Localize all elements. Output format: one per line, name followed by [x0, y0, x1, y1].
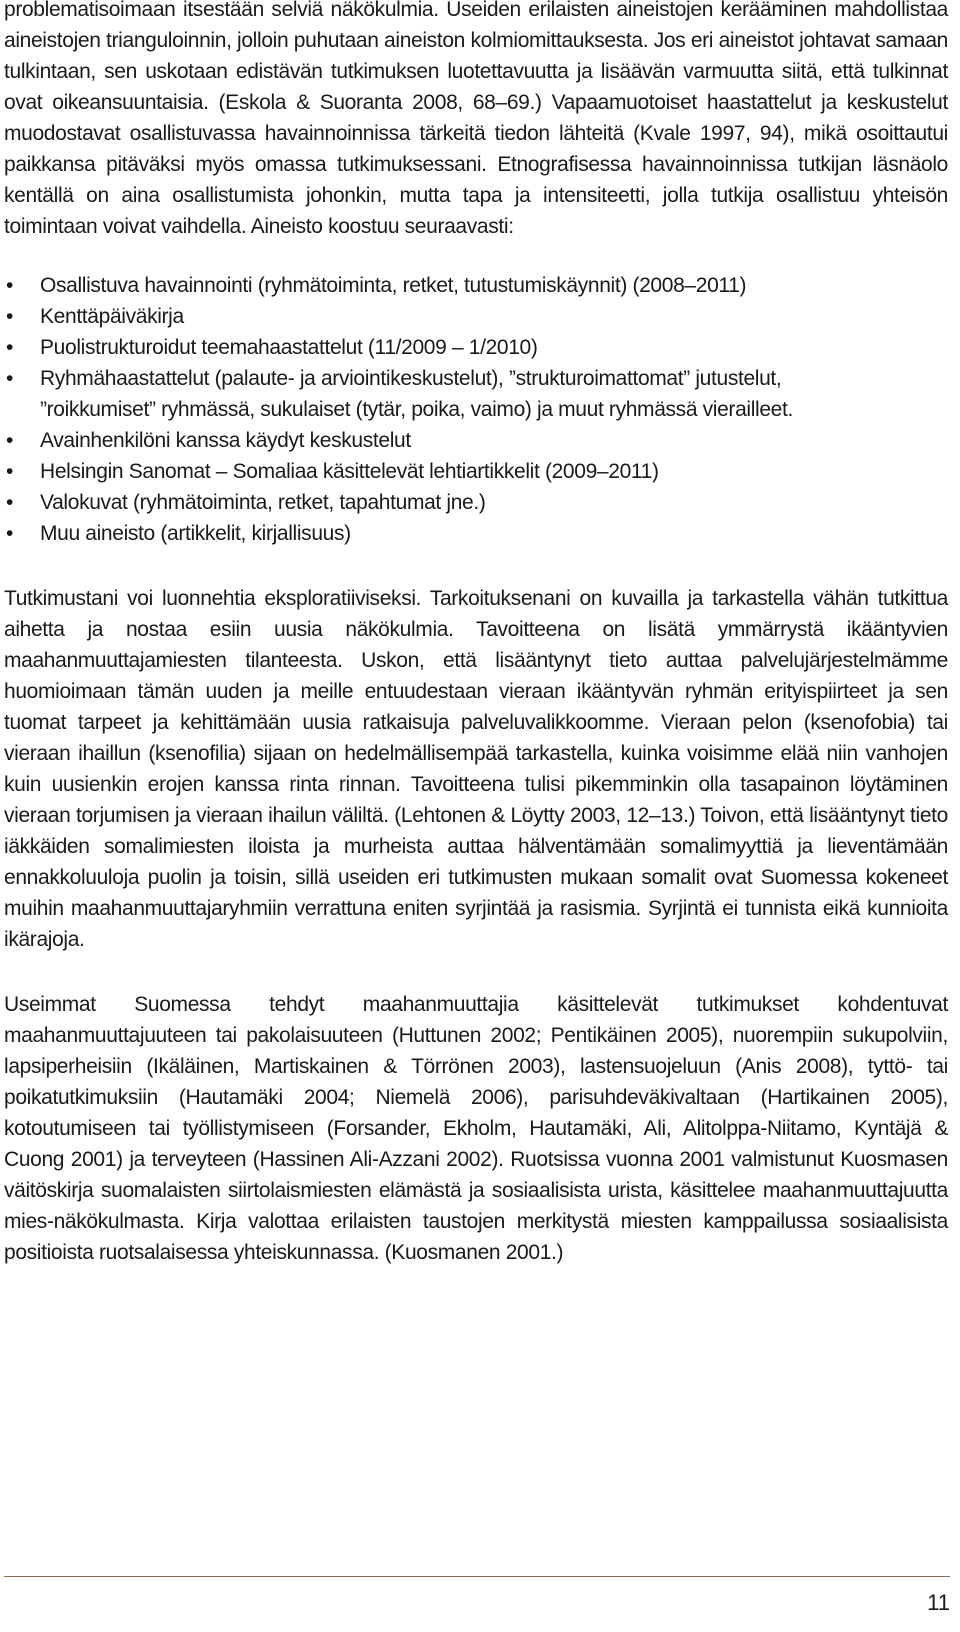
- bullet: •: [6, 336, 14, 359]
- bullet: •: [6, 491, 14, 514]
- list-item-text: Muu aineisto (artikkelit, kirjallisuus): [40, 522, 351, 545]
- spacer: [4, 549, 948, 583]
- list-item-text: Avainhenkilöni kanssa käydyt keskustelut: [40, 429, 411, 452]
- paragraph-data-collection: problematisoimaan itsestään selviä näkökulmia. Useiden erilaisten aineistojen kerääminen mahdollistaa aineistojen trianguloinnin, jolloin puhutaan aineiston kolmiomittauksesta. Jos eri aineistot johtavat samaan tulkintaan, sen uskotaan edistävän tutkimuksen luotettavuutta ja lisäävän varmuutta siitä, että tulkinnat ovat oikeansuuntaisia. (Eskola & Suoranta 2008, 68–69.) Vapaamuotoiset haastattelut ja keskustelut muodostavat osallistuvassa havainnoinnissa tärkeitä tiedon lähteitä (Kvale 1997, 94), mikä osoittautui paikkansa pitäväksi myös omassa tutkimuksessani. Etnografisessa havainnoinnissa tutkijan läsnäolo kentällä on aina osallistumista johonkin, mutta tapa ja intensiteetti, jolla tutkija osallistuu yhteisön toimintaan voivat vaihdella. Aineisto koostuu seuraavasti:: [4, 0, 948, 238]
- bullet: •: [6, 460, 14, 483]
- list-item-text: Ryhmähaastattelut (palaute- ja arviointikeskustelut), ”strukturoimattomat” jutustelut, ”roikkumiset” ryhmässä, sukulaiset (tytär, poika, vaimo) ja muut ryhmässä vierailleet.: [40, 367, 793, 421]
- list-item: [4, 456, 860, 487]
- bullet: •: [6, 305, 14, 328]
- list-item-text: Kenttäpäiväkirja: [40, 305, 184, 328]
- list-item: [4, 332, 860, 363]
- footer-rule: [4, 1576, 950, 1577]
- bullet: •: [6, 367, 14, 390]
- list-item: [4, 518, 860, 549]
- paragraph-previous-research: Useimmat Suomessa tehdyt maahanmuuttajia käsittelevät tutkimukset kohdentuvat maahanmuuttajuuteen tai pakolaisuuteen (Huttunen 2002; Pentikäinen 2005), nuorempiin sukupolviin, lapsiperheisiin (Ikäläinen, Martiskainen & Törrönen 2003), lastensuojeluun (Anis 2008), tyttö- tai poikatutkimuksiin (Hautamäki 2004; Niemelä 2006), parisuhdeväkivaltaan (Hartikainen 2005), kotoutumiseen tai työllistymiseen (Forsander, Ekholm, Hautamäki, Ali, Alitolppa-Niitamo, Kyntäjä & Cuong 2001) ja terveyteen (Hassinen Ali-Azzani 2002). Ruotsissa vuonna 2001 valmistunut Kuosmasen väitöskirja suomalaisten siirtolaismiesten elämästä ja sosiaalisista urista, käsittelee maahanmuuttajuutta mies-näkökulmasta. Kirja valottaa erilaisten taustojen merkitystä miesten kamppailussa sosiaalisista positioista ruotsalaisessa yhteiskunnassa. (Kuosmanen 2001.): [4, 993, 948, 1264]
- page-number: 11: [927, 1590, 950, 1615]
- list-item-text: Puolistrukturoidut teemahaastattelut (11/2009 – 1/2010): [40, 336, 538, 359]
- list-item: [4, 301, 860, 332]
- list-item: [4, 270, 860, 301]
- paragraph-research-aims: Tutkimustani voi luonnehtia eksploratiiviseksi. Tarkoituksenani on kuvailla ja tarkastella vähän tutkittua aihetta ja nostaa esiin uusia näkökulmia. Tavoitteena on lisätä ymmärrystä ikääntyvien maahanmuuttajamiesten tilanteesta. Uskon, että lisääntynyt tieto auttaa palvelujärjestelmämme huomioimaan tämän uuden ja meille entuudestaan vieraan ikääntyvän ryhmän erityispiirteet ja sen tuomat tarpeet ja kehittämään uusia ratkaisuja palveluvalikkoomme. Vieraan pelon (ksenofobia) tai vieraan ihaillun (ksenofilia) sijaan on hedelmällisempää tarkastella, kuinka voisimme elää niin vanhojen kuin uusienkin erojen kanssa rinta rinnan. Tavoitteena tulisi pikemminkin olla tasapainon löytäminen vieraan torjumisen ja vieraan ihailun väliltä. (Lehtonen & Löytty 2003, 12–13.) Toivon, että lisääntynyt tieto iäkkäiden somalimiesten iloista ja murheista auttaa hälventämään somalimyyttiä ja lieventämään ennakkoluuloja puolin ja toisin, sillä useiden eri tutkimusten mukaan somalit ovat Suomessa kokeneet muihin maahanmuuttajaryhmiin verrattuna eniten syrjintää ja rasismia. Syrjintä ei tunnista eikä kunnioita ikärajoja.: [4, 587, 948, 951]
- bullet: •: [6, 429, 14, 452]
- list-item-text: Helsingin Sanomat – Somaliaa käsittelevät lehtiartikkelit (2009–2011): [40, 460, 659, 483]
- list-item: [4, 425, 860, 456]
- list-item: [4, 363, 860, 425]
- list-item-text: Osallistuva havainnointi (ryhmätoiminta, retket, tutustumiskäynnit) (2008–2011): [40, 274, 747, 297]
- list-item: [4, 487, 860, 518]
- data-sources-list: [4, 270, 948, 549]
- document-page: [4, 0, 948, 1268]
- bullet: •: [6, 274, 14, 297]
- spacer: [4, 955, 948, 989]
- list-item-text: Valokuvat (ryhmätoiminta, retket, tapahtumat jne.): [40, 491, 486, 514]
- bullet: •: [6, 522, 14, 545]
